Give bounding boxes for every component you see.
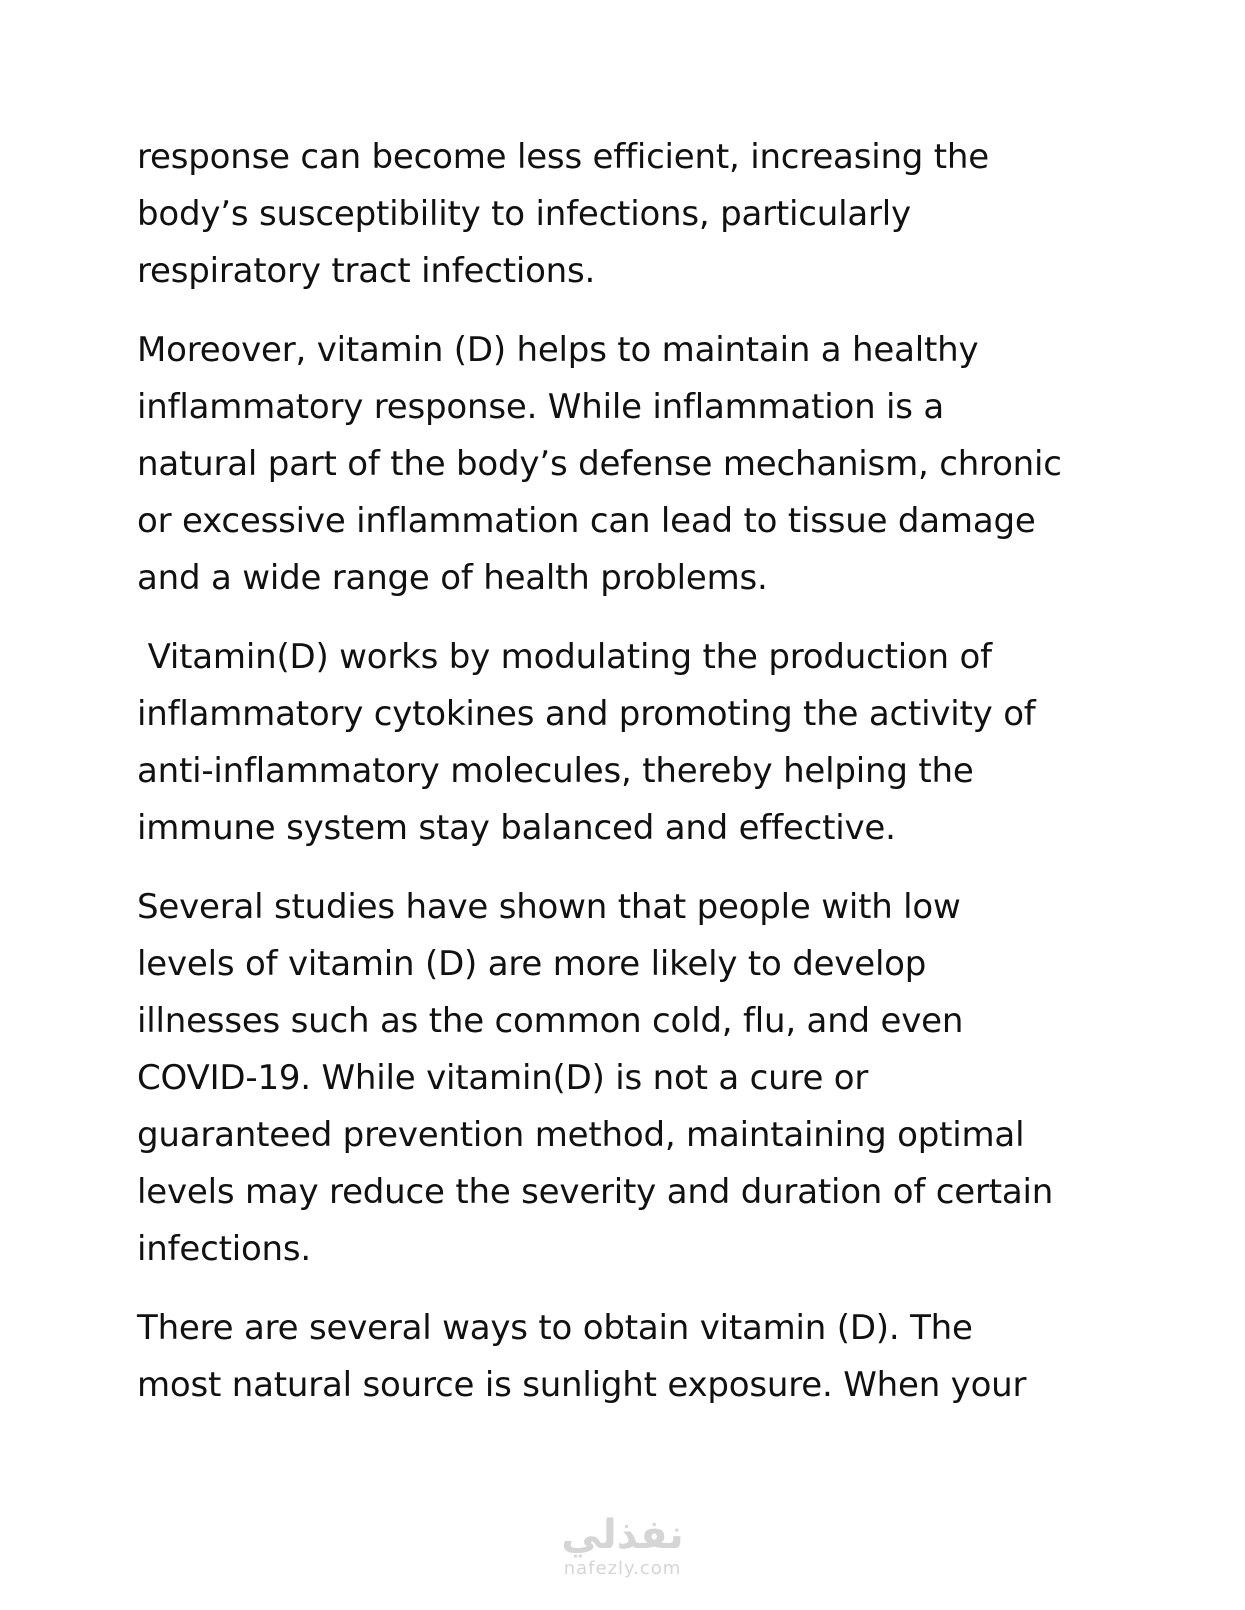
watermark-site: nafezly.com: [563, 1558, 682, 1579]
text-line: and a wide range of health problems.: [137, 558, 768, 598]
paragraph-studies: [137, 879, 1137, 1278]
watermark: [0, 1512, 1245, 1580]
text-line: There are several ways to obtain vitamin (D). The: [137, 1308, 973, 1348]
text-line: illnesses such as the common cold, flu, and even: [137, 1001, 964, 1041]
paragraph-sources: [137, 1300, 1137, 1414]
text-line: anti-inflammatory molecules, thereby helping the: [137, 751, 974, 791]
text-line: levels of vitamin (D) are more likely to develop: [137, 944, 927, 984]
text-line: response can become less efficient, increasing the: [137, 137, 989, 177]
text-line: most natural source is sunlight exposure. When your: [137, 1365, 1027, 1405]
text-line: COVID-19. While vitamin(D) is not a cure or: [137, 1058, 869, 1098]
text-line: or excessive inflammation can lead to tissue damage: [137, 501, 1036, 541]
text-line: levels may reduce the severity and duration of certain: [137, 1172, 1054, 1212]
text-line: guaranteed prevention method, maintaining optimal: [137, 1115, 1025, 1155]
text-line: natural part of the body’s defense mechanism, chronic: [137, 444, 1062, 484]
text-line: respiratory tract infections.: [137, 251, 596, 291]
text-line: body’s susceptibility to infections, particularly: [137, 194, 911, 234]
watermark-logo: نفذلي: [561, 1512, 684, 1558]
text-line: Vitamin(D) works by modulating the production of: [137, 637, 992, 677]
text-line: inflammatory response. While inflammation is a: [137, 387, 945, 427]
paragraph-immune-response: [137, 129, 1137, 300]
paragraph-inflammatory-response: [137, 322, 1137, 607]
article-body: [137, 129, 1137, 1414]
text-line: immune system stay balanced and effective.: [137, 808, 896, 848]
text-line: infections.: [137, 1229, 312, 1269]
text-line: Moreover, vitamin (D) helps to maintain a healthy: [137, 330, 979, 370]
paragraph-cytokines: [137, 629, 1137, 857]
text-line: inflammatory cytokines and promoting the activity of: [137, 694, 1036, 734]
text-line: Several studies have shown that people with low: [137, 887, 961, 927]
